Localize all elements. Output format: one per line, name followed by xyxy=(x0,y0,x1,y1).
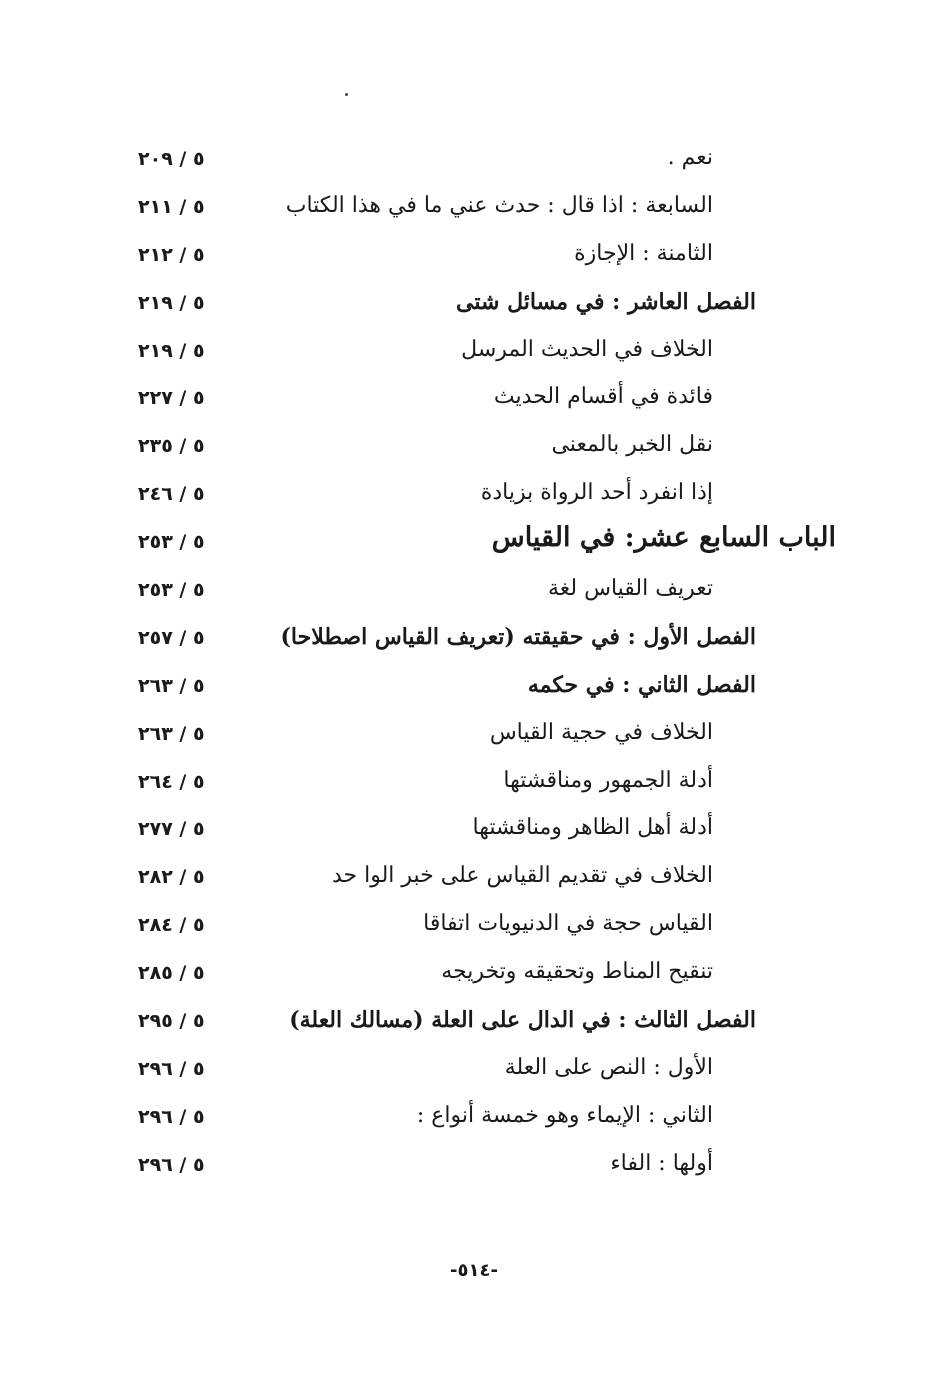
toc-entry xyxy=(0,1044,948,1092)
toc-entry xyxy=(0,996,948,1044)
scan-speck xyxy=(345,93,348,96)
entry-title: أدلة أهل الظاهر ومناقشتها xyxy=(472,815,713,841)
toc-entry xyxy=(0,661,948,709)
toc-entry xyxy=(0,469,948,517)
entry-page-ref: ٥ / ٢٩٥ xyxy=(138,1010,205,1033)
entry-title: فائدة في أقسام الحديث xyxy=(493,384,713,410)
entry-page-ref: ٥ / ٢٨٢ xyxy=(138,866,205,889)
entry-page-ref: ٥ / ٢٩٦ xyxy=(138,1105,205,1128)
toc-entry xyxy=(0,613,948,661)
entry-title: الثاني : الإيماء وهو خمسة أنواع : xyxy=(416,1102,713,1128)
entry-page-ref: ٥ / ٢٨٥ xyxy=(138,962,205,985)
entry-page-ref: ٥ / ٢٧٧ xyxy=(138,818,205,841)
entry-title: الخلاف في حجية القياس xyxy=(489,719,713,745)
entry-page-ref: ٥ / ٢١٩ xyxy=(138,339,205,362)
entry-title: تنقيح المناط وتحقيقه وتخريجه xyxy=(441,959,713,985)
toc-entry xyxy=(0,326,948,374)
toc-entry xyxy=(0,421,948,469)
entry-title: نقل الخبر بالمعنى xyxy=(551,432,713,458)
toc-entry xyxy=(0,182,948,230)
toc-entry xyxy=(0,900,948,948)
entry-title: أولها : الفاء xyxy=(610,1150,713,1176)
entry-page-ref: ٥ / ٢٥٧ xyxy=(138,626,205,649)
entry-page-ref: ٥ / ٢٨٤ xyxy=(138,914,205,937)
page-number: -٥١٤- xyxy=(450,1260,498,1281)
entry-page-ref: ٥ / ٢٩٦ xyxy=(138,1057,205,1080)
entry-page-ref: ٥ / ٢١١ xyxy=(138,195,205,218)
toc-entry xyxy=(0,1140,948,1188)
toc-entry xyxy=(0,230,948,278)
entry-page-ref: ٥ / ٢٣٥ xyxy=(138,435,205,458)
toc-entry xyxy=(0,757,948,805)
section-title: الفصل الثاني : في حكمه xyxy=(527,671,756,698)
entry-title: إذا انفرد أحد الرواة بزيادة xyxy=(480,480,713,506)
entry-title: تعريف القياس لغة xyxy=(547,576,713,602)
entry-page-ref: ٥ / ٢٦٣ xyxy=(138,674,205,697)
toc-entry xyxy=(0,1092,948,1140)
toc-entry xyxy=(0,565,948,613)
toc-entry xyxy=(0,709,948,757)
entry-title: الخلاف في الحديث المرسل xyxy=(461,336,713,362)
entry-page-ref: ٥ / ٢٤٦ xyxy=(138,483,205,506)
table-of-contents xyxy=(0,134,948,1188)
entry-title: السابعة : اذا قال : حدث عني ما في هذا الكتاب xyxy=(285,192,713,218)
entry-page-ref: ٥ / ٢٦٤ xyxy=(138,770,205,793)
entry-title: الخلاف في تقديم القياس على خبر الوا حد xyxy=(331,863,713,889)
toc-entry xyxy=(0,134,948,182)
entry-page-ref: ٥ / ٢٠٩ xyxy=(138,148,205,170)
entry-title: الأول : النص على العلة xyxy=(504,1054,713,1080)
entry-page-ref: ٥ / ٢٩٦ xyxy=(138,1153,205,1176)
section-title: الفصل الثالث : في الدال على العلة (مسالك العلة) xyxy=(289,1007,756,1034)
toc-entry xyxy=(0,278,948,326)
entry-page-ref: ٥ / ٢٥٣ xyxy=(138,531,205,554)
toc-entry xyxy=(0,852,948,900)
entry-page-ref: ٥ / ٢٥٣ xyxy=(138,579,205,602)
section-title: الفصل العاشر : في مسائل شتى xyxy=(456,288,756,315)
toc-entry xyxy=(0,517,948,565)
entry-title: نعم . xyxy=(667,145,713,170)
entry-title: الثامنة : الإجازة xyxy=(574,240,713,266)
chapter-title: الباب السابع عشر: في القياس xyxy=(491,522,836,554)
toc-entry xyxy=(0,948,948,996)
entry-page-ref: ٥ / ٢١٩ xyxy=(138,291,205,314)
entry-page-ref: ٥ / ٢٦٣ xyxy=(138,722,205,745)
entry-page-ref: ٥ / ٢١٢ xyxy=(138,243,205,266)
toc-entry xyxy=(0,804,948,852)
entry-title: القياس حجة في الدنيويات اتفاقا xyxy=(423,911,713,937)
toc-entry xyxy=(0,373,948,421)
entry-page-ref: ٥ / ٢٢٧ xyxy=(138,387,205,410)
section-title: الفصل الأول : في حقيقته (تعريف القياس اصطلاحا) xyxy=(280,623,756,650)
entry-title: أدلة الجمهور ومناقشتها xyxy=(503,767,713,793)
